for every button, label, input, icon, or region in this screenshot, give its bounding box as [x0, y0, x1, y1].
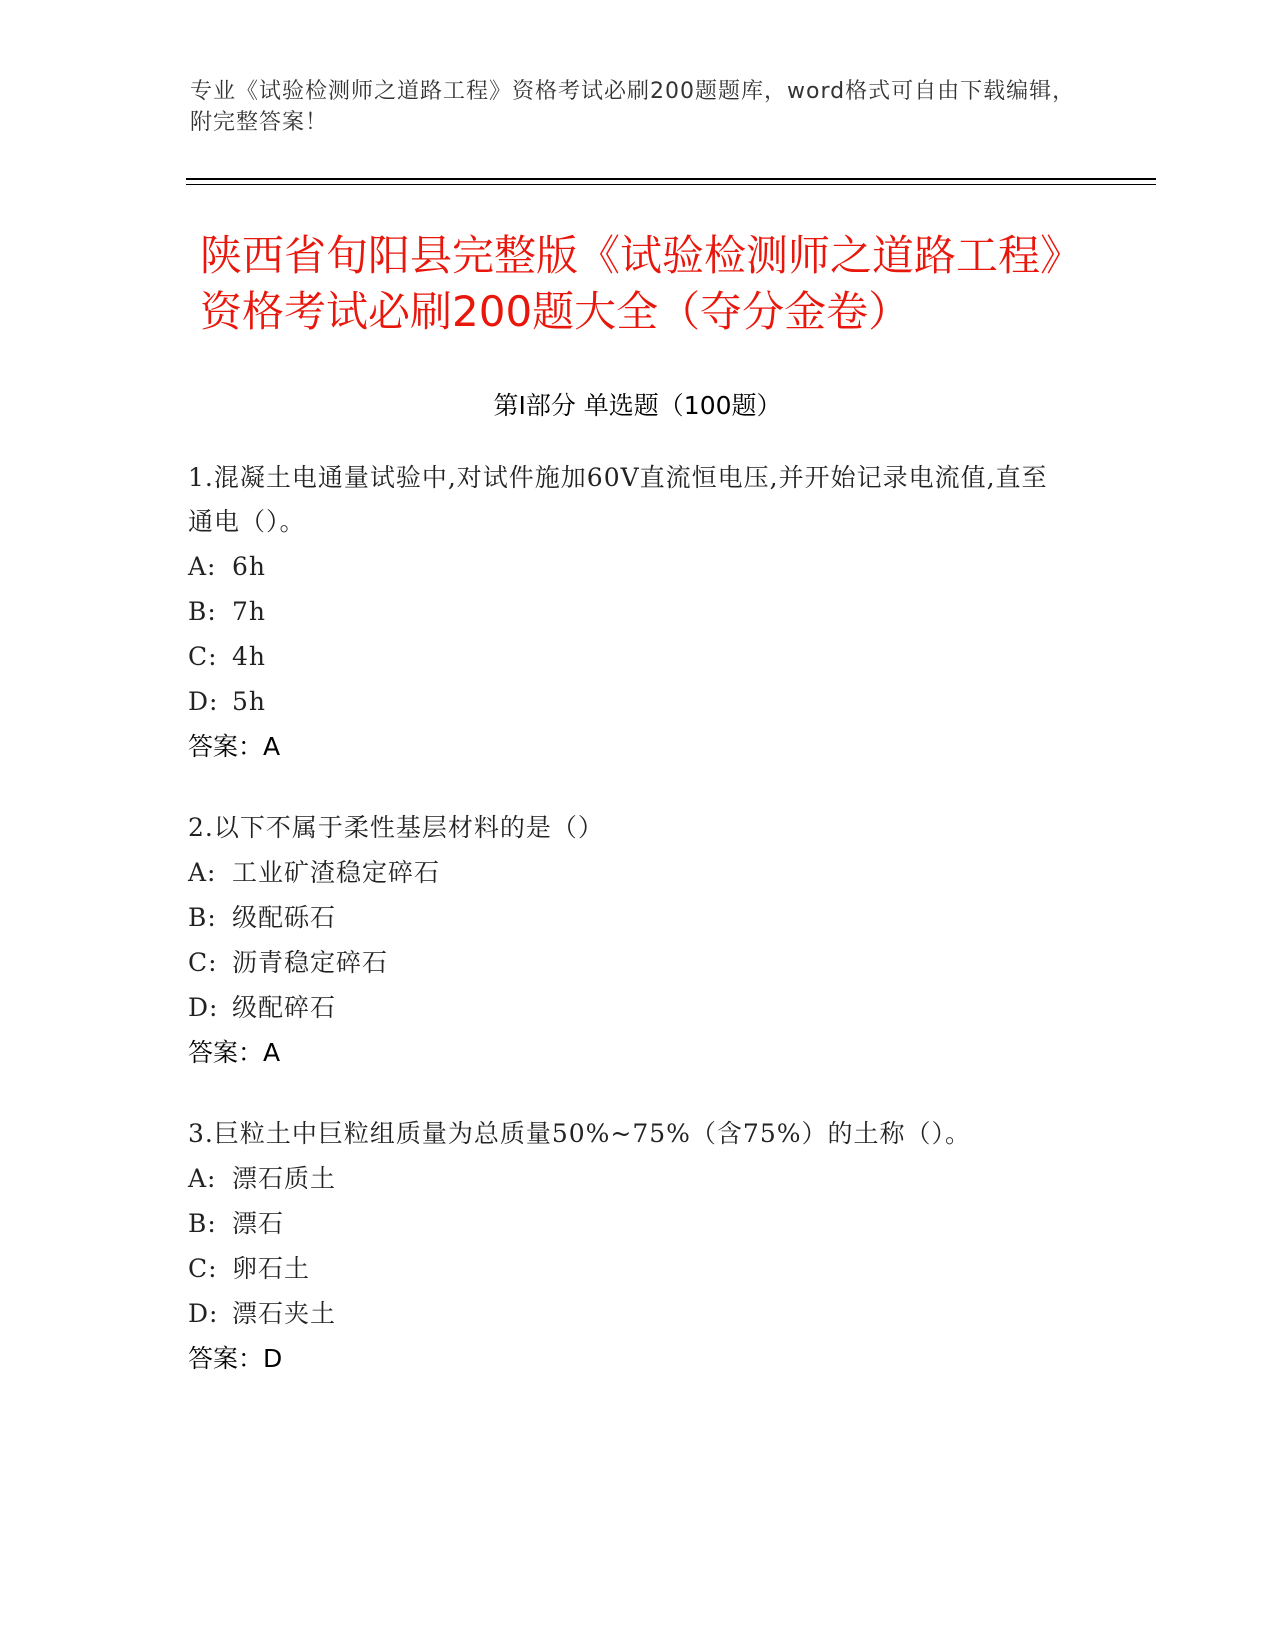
option-letter: B: [188, 903, 217, 932]
option-letter: D: [188, 993, 219, 1022]
option-letter: D: [188, 1299, 219, 1328]
option-text: 5h [232, 687, 267, 716]
option-letter: B: [188, 1209, 217, 1238]
option-c [188, 1246, 1068, 1291]
question-2 [188, 806, 1068, 1076]
option-d [188, 679, 1068, 724]
option-d [188, 1291, 1068, 1336]
question-3 [188, 1112, 1068, 1382]
option-a [188, 850, 1068, 895]
answer-line: 答案：A [188, 1038, 281, 1067]
option-letter: A: [188, 1164, 217, 1193]
option-text: 级配砾石 [232, 903, 337, 932]
option-letter: A: [188, 858, 217, 887]
option-text: 7h [232, 597, 267, 626]
option-b [188, 1201, 1068, 1246]
option-text: 级配碎石 [232, 993, 337, 1022]
question-1 [188, 456, 1068, 770]
option-d [188, 985, 1068, 1030]
option-text: 沥青稳定碎石 [232, 948, 389, 977]
option-b [188, 589, 1068, 634]
question-stem: 3.巨粒土中巨粒组质量为总质量50%~75%（含75%）的土称（）。 [188, 1119, 972, 1148]
option-text: 4h [232, 642, 267, 671]
option-b [188, 895, 1068, 940]
option-text: 漂石夹土 [232, 1299, 337, 1328]
section-heading: 第I部分 单选题（100题） [493, 391, 782, 420]
document-title: 陕西省旬阳县完整版《试验检测师之道路工程》资格考试必刷200题大全（夺分金卷） [200, 231, 1083, 336]
option-text: 6h [232, 552, 267, 581]
option-c [188, 634, 1068, 679]
answer-line: 答案：A [188, 732, 281, 761]
option-text: 漂石质土 [232, 1164, 337, 1193]
answer-line: 答案：D [188, 1344, 283, 1373]
option-text: 漂石 [232, 1209, 285, 1238]
option-letter: C: [188, 948, 218, 977]
option-c [188, 940, 1068, 985]
header-divider-thick [186, 178, 1156, 180]
option-a [188, 1156, 1068, 1201]
question-stem: 1.混凝土电通量试验中,对试件施加60V直流恒电压,并开始记录电流值,直至通电（）。 [188, 463, 1048, 536]
question-stem: 2.以下不属于柔性基层材料的是（） [188, 813, 604, 842]
option-a [188, 544, 1068, 589]
option-letter: B: [188, 597, 217, 626]
option-letter: D: [188, 687, 219, 716]
option-letter: C: [188, 642, 218, 671]
header-divider-thin [186, 184, 1156, 185]
option-text: 卵石土 [232, 1254, 311, 1283]
option-letter: A: [188, 552, 217, 581]
header-note: 专业《试验检测师之道路工程》资格考试必刷200题题库，word格式可自由下载编辑，附完整答案！ [190, 79, 1076, 135]
option-letter: C: [188, 1254, 218, 1283]
option-text: 工业矿渣稳定碎石 [232, 858, 441, 887]
